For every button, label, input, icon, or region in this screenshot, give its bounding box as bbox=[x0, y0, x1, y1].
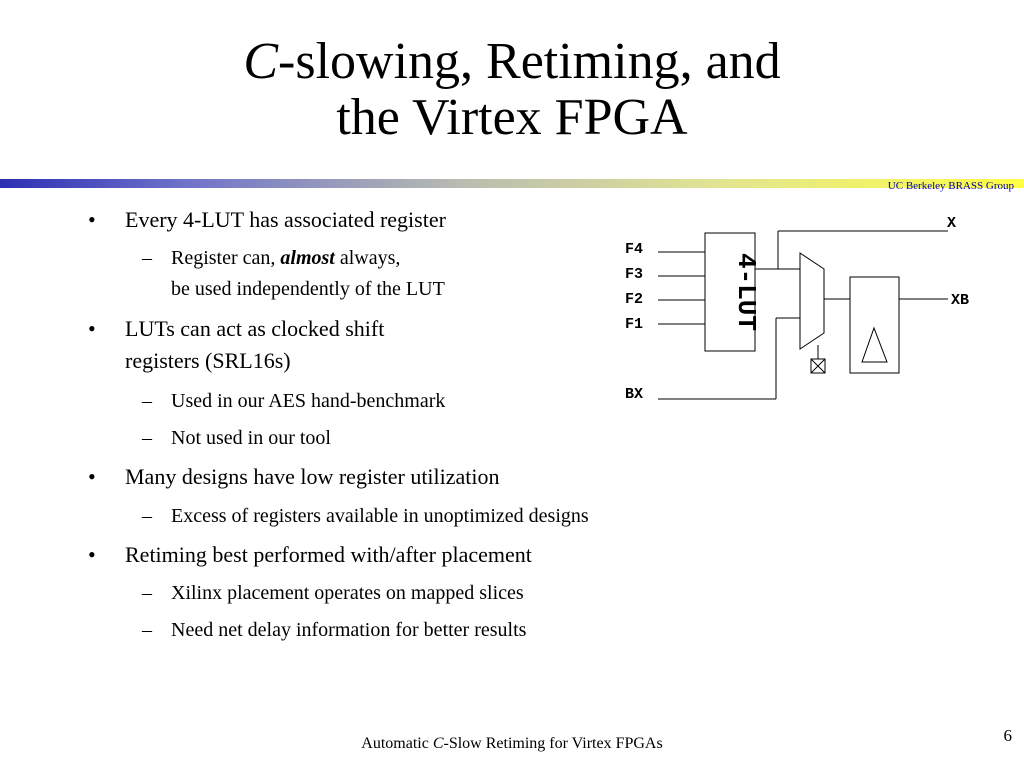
dash-marker: – bbox=[142, 582, 152, 604]
clock-triangle bbox=[862, 328, 887, 362]
footer-italic-c: C bbox=[432, 735, 444, 752]
title-italic-c: C bbox=[243, 33, 279, 90]
mux-shape bbox=[800, 253, 824, 349]
bullet-retiming-placement bbox=[88, 541, 532, 569]
group-label: UC Berkeley BRASS Group bbox=[887, 180, 1014, 192]
register-box bbox=[850, 277, 899, 373]
sub-bullet-text: Need net delay information for better results bbox=[171, 619, 527, 641]
lut-label: 4-LUT bbox=[731, 252, 761, 332]
input-label-f4: F4 bbox=[625, 241, 644, 258]
bullet-text: Many designs have low register utilization bbox=[125, 464, 500, 489]
slide-footer bbox=[0, 734, 1024, 754]
input-label-f2: F2 bbox=[625, 291, 644, 308]
slice-circuit-diagram bbox=[610, 205, 980, 415]
dash-marker: – bbox=[142, 247, 152, 269]
page-number: 6 bbox=[1003, 726, 1012, 745]
bullet-luts-shift bbox=[88, 315, 385, 343]
title-gradient-bar bbox=[0, 179, 1024, 188]
sub-bullet-excess bbox=[142, 503, 589, 529]
input-label-f3: F3 bbox=[625, 266, 644, 283]
sub-bullet-text: Excess of registers available in unoptimized designs bbox=[171, 505, 589, 527]
sub-bullet-text: Not used in our tool bbox=[171, 427, 331, 449]
bullet-marker: • bbox=[88, 464, 96, 489]
sub-bullet-emphasis: almost bbox=[280, 247, 335, 269]
footer-text-pre: Automatic bbox=[361, 735, 433, 752]
sub-bullet-not-used bbox=[142, 425, 331, 451]
sub-bullet-net-delay bbox=[142, 617, 527, 643]
sub-bullet-register-can bbox=[142, 245, 401, 271]
input-label-f1: F1 bbox=[625, 316, 644, 333]
dash-marker: – bbox=[142, 427, 152, 449]
bullet-marker: • bbox=[88, 542, 96, 567]
bullet-marker: • bbox=[88, 207, 96, 232]
xb-label: XB bbox=[951, 292, 970, 309]
bullet-marker: • bbox=[88, 316, 96, 341]
bullet-luts-shift-line2: registers (SRL16s) bbox=[125, 348, 291, 373]
title-line-1 bbox=[0, 34, 1024, 90]
sub-bullet-register-can-line2: be used independently of the LUT bbox=[171, 278, 445, 300]
sub-bullet-aes bbox=[142, 388, 446, 414]
sub-bullet-xilinx bbox=[142, 580, 524, 606]
bullet-text: Retiming best performed with/after placement bbox=[125, 542, 532, 567]
slide-title bbox=[0, 34, 1024, 146]
dash-marker: – bbox=[142, 390, 152, 412]
sub-bullet-text: Used in our AES hand-benchmark bbox=[171, 390, 446, 412]
bullet-text: LUTs can act as clocked shift bbox=[125, 316, 385, 341]
bx-label: BX bbox=[625, 386, 644, 403]
title-line-2: the Virtex FPGA bbox=[336, 89, 688, 146]
sub-bullet-text-pre: Register can, bbox=[171, 247, 281, 269]
sub-bullet-text: Xilinx placement operates on mapped slices bbox=[171, 582, 524, 604]
footer-text-post: -Slow Retiming for Virtex FPGAs bbox=[443, 735, 663, 752]
bullet-text: Every 4-LUT has associated register bbox=[125, 207, 446, 232]
x-label: X bbox=[947, 215, 957, 232]
title-line-1-text: -slowing, Retiming, and bbox=[278, 33, 781, 90]
bullet-lut-register bbox=[88, 206, 446, 234]
bullet-low-utilization bbox=[88, 463, 500, 491]
dash-marker: – bbox=[142, 619, 152, 641]
dash-marker: – bbox=[142, 505, 152, 527]
sub-bullet-text-post: always, bbox=[334, 247, 401, 269]
